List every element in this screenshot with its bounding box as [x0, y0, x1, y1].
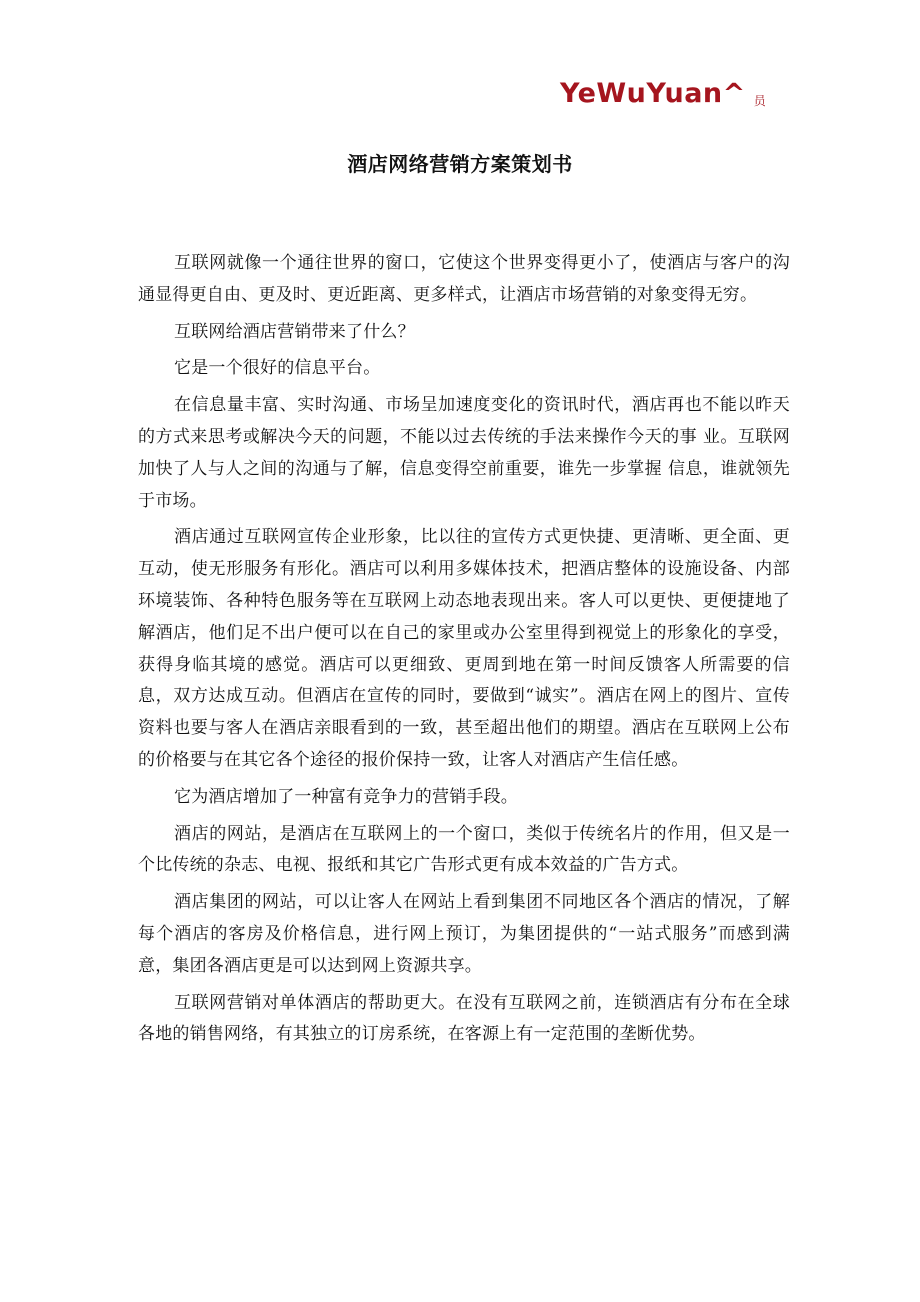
document-body	[138, 248, 790, 1056]
paragraph: 在信息量丰富、实时沟通、市场呈加速度变化的资讯时代，酒店再也不能以昨天的方式来思考或解决今天的问题，不能以过去传统的手法来操作今天的事 业。互联网加快了人与人之间的沟通与了解，信息变得空前重要，谁先一步掌握 信息，谁就领先于市场。	[138, 395, 790, 511]
paragraph: 酒店的网站，是酒店在互联网上的一个窗口，类似于传统名片的作用，但又是一个比传统的杂志、电视、报纸和其它广告形式更有成本效益的广告方式。	[138, 823, 790, 876]
paragraph: 互联网就像一个通往世界的窗口，它使这个世界变得更小了，使酒店与客户的沟通显得更自由、更及时、更近距离、更多样式，让酒店市场营销的对象变得无穷。	[138, 253, 790, 305]
paragraph: 它为酒店增加了一种富有竞争力的营销手段。	[174, 786, 518, 807]
paragraph: 它是一个很好的信息平台。	[174, 358, 381, 379]
logo-text: YeWuYuan^	[560, 78, 746, 109]
brand-logo	[560, 78, 800, 114]
paragraph: 互联网营销对单体酒店的帮助更大。在没有互联网之前，连锁酒店有分布在全球各地的销售网络，有其独立的订房系统，在客源上有一定范围的垄断优势。	[138, 992, 790, 1045]
logo-subtext: 员	[753, 94, 766, 108]
paragraph: 互联网给酒店营销带来了什么？	[174, 321, 415, 342]
document-title: 酒店网络营销方案策划书	[347, 152, 573, 176]
paragraph: 酒店集团的网站，可以让客人在网站上看到集团不同地区各个酒店的情况，了解每个酒店的客房及价格信息，进行网上预订，为集团提供的“一站式服务”而感到满意，集团各酒店更是可以达到网上资源共享。	[138, 892, 790, 976]
paragraph: 酒店通过互联网宣传企业形象，比以往的宣传方式更快捷、更清晰、更全面、更互动，使无形服务有形化。酒店可以利用多媒体技术，把酒店整体的设施设备、内部环境装饰、各种特色服务等在互联网上动态地表现出来。客人可以更快、更便捷地了解酒店，他们足不出户便可以在自己的家里或办公室里得到视觉上的形象化的享受，获得身临其境的感觉。酒店可以更细致、更周到地在第一时间反馈客人所需要的信息，双方达成互动。但酒店在宣传的同时，要做到“诚实”。酒店在网上的图片、宣传资料也要与客人在酒店亲眼看到的一致，甚至超出他们的期望。酒店在互联网上公布的价格要与在其它各个途径的报价保持一致，让客人对酒店产生信任感。	[138, 527, 790, 770]
